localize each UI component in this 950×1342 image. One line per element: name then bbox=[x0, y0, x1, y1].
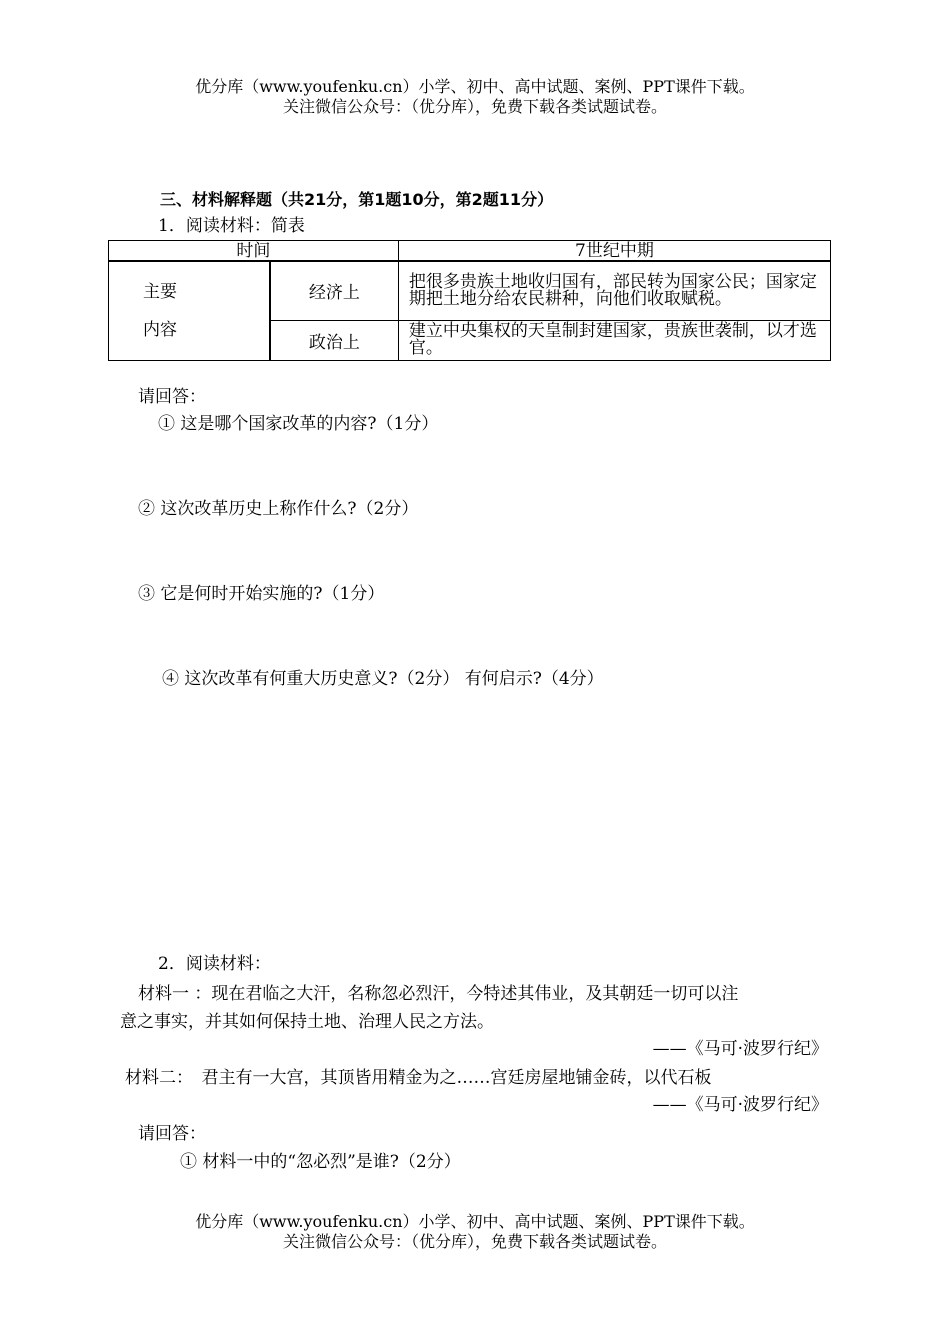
q1-question-4: ④ 这次改革有何重大历史意义?（2分） 有何启示?（4分） bbox=[162, 669, 604, 689]
footer-line-1: 优分库（www.youfenku.cn）小学、初中、高中试题、案例、PPT课件下载。 bbox=[195, 1212, 755, 1231]
q2-material2: 材料二： 君主有一大宫，其顶皆用精金为之……宫廷房屋地铺金砖，以代石板 bbox=[125, 1068, 712, 1088]
table-row-content-politics: 建立中央集权的天皇制封建国家，贵族世袭制，以才选官。 bbox=[398, 320, 830, 360]
q2-intro: 2．阅读材料： bbox=[158, 954, 271, 974]
q2-material2-source: ——《马可·波罗行纪》 bbox=[652, 1095, 828, 1115]
q1-question-3: ③ 它是何时开始实施的?（1分） bbox=[138, 584, 385, 604]
q2-material1-line1: 材料一 ：现在君临之大汗，名称忽必烈汗，今特述其伟业，及其朝廷一切可以注 bbox=[138, 984, 739, 1004]
header-line-2: 关注微信公众号：（优分库），免费下载各类试题试卷。 bbox=[282, 97, 667, 116]
q2-material1-line2: 意之事实，并其如何保持土地、治理人民之方法。 bbox=[120, 1012, 494, 1032]
header-line-1: 优分库（www.youfenku.cn）小学、初中、高中试题、案例、PPT课件下载。 bbox=[195, 77, 755, 96]
table-row-label-politics: 政治上 bbox=[270, 320, 398, 360]
row-group-label-1: 主要 bbox=[143, 281, 177, 302]
q1-prompt: 请回答： bbox=[138, 387, 206, 407]
section-title: 三、材料解释题（共21分，第1题10分，第2题11分） bbox=[160, 190, 554, 209]
q1-question-1: ① 这是哪个国家改革的内容?（1分） bbox=[158, 414, 439, 434]
material-table bbox=[108, 240, 831, 361]
q2-question-1: ① 材料一中的“忽必烈”是谁?（2分） bbox=[180, 1152, 461, 1172]
table-row-group-label bbox=[109, 261, 270, 360]
q2-prompt: 请回答： bbox=[138, 1124, 206, 1144]
row-group-label-2: 内容 bbox=[143, 319, 177, 340]
q1-intro: 1．阅读材料：简表 bbox=[158, 216, 305, 236]
q1-question-2: ② 这次改革历史上称作什么?（2分） bbox=[138, 499, 419, 519]
table-row-label-economy: 经济上 bbox=[270, 261, 398, 320]
table-row-content-economy: 把很多贵族土地收归国有，部民转为国家公民；国家定期把土地分给农民耕种，向他们收取赋税。 bbox=[398, 261, 830, 320]
table-header-time: 时间 bbox=[109, 241, 399, 262]
table-header-period: 7世纪中期 bbox=[398, 241, 830, 262]
footer-line-2: 关注微信公众号：（优分库），免费下载各类试题试卷。 bbox=[282, 1232, 667, 1251]
q2-material1-source: ——《马可·波罗行纪》 bbox=[652, 1039, 828, 1059]
